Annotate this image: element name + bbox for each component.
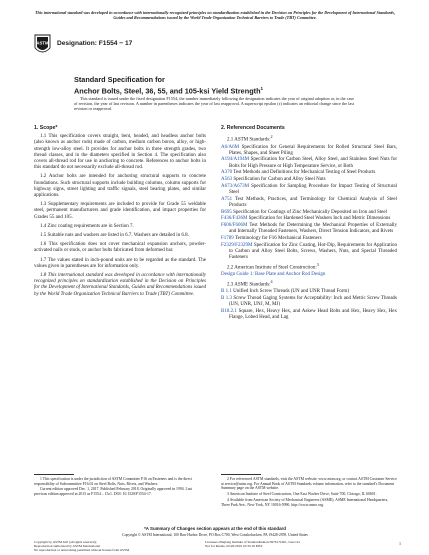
title-line-2: [74, 84, 364, 95]
astm-reference-item: [221, 184, 397, 196]
scope-para-1-1: 1.1 This specification covers straight, bent, headed, and headless anchor bolts (also known as anchor rods) made of carbon, medium carbon boron, alloy, or high-strength low-alloy steel. It provides for anchor bolts in three strength grades, two thread classes, and in the diameters specified in Section 4. The specification also covers all-thread rod for use in anchoring to concrete. References to anchor bolts in this standard do not necessarily exclude all-thread rod.: [34, 134, 206, 171]
footnote-2: 2 For referenced ASTM standards, visit the ASTM website, www.astm.org, or contact ASTM Customer Service at service@astm.org. For Annual Book of ASTM Standards volume information, refer to the standard's Document Summary page on the ASTM website.: [221, 477, 397, 491]
title-text: Anchor Bolts, Steel, 36, 55, and 105-ksi Yield Strength: [74, 86, 261, 96]
astm-reference-title: Specification for Hardened Steel Washers Inch and Metric Dimensions: [247, 216, 391, 222]
summary-of-changes-notice: *A Summary of Changes section appears at the end of this standard: [144, 526, 286, 531]
astm-reference-item: [221, 197, 397, 209]
astm-reference-item: [221, 216, 397, 222]
astm-reference-title: Test Methods for Determining the Mechanical Properties of Externally and Internally Threaded Fasteners, Washers, Direct Tension Indicators, and Rivets: [229, 223, 397, 235]
footnotes-left: [34, 477, 206, 498]
standards-notice: This international standard was developed in accordance with internationally recognized principles on standardization established in the Decision on Principles for the Development of International Standards, Guides and Recommendations issued by the World Trade Organization Technical Barriers to Trade (TBT) Committee.: [34, 10, 396, 21]
page-number: 1: [399, 541, 401, 546]
scope-para-1-3: 1.3 Supplementary requirements are included to provide for Grade 55 weldable steel, permanent manufacturers and grade identification, and impact properties for Grades 55 and 105.: [34, 202, 206, 220]
asme-reference-title: Unified Inch Screw Threads (UN and UNR Thread Form): [231, 289, 349, 295]
asme-reference-list: [221, 289, 397, 321]
astm-reference-code-link[interactable]: A194/A194M: [221, 157, 250, 163]
footnote-4: 4 Available from American Society of Mechanical Engineers (ASME), ASME International Headquarters, Three Park Ave., New York, NY 10016-5990, http://www.asme.org.: [221, 497, 389, 507]
asme-label: 2.3 ASME Standards:: [227, 282, 271, 288]
scope-para-1-2: 1.2 Anchor bolts are intended for anchoring structural supports to concrete foundations. Such structural supports include building columns, column supports for highway signs, street lighting and traffic signals, steel bearing plates, and similar applications.: [34, 174, 206, 199]
astm-reference-item: [221, 243, 397, 262]
astm-reference-title: Specification for Coatings of Zinc Mechanically Deposited on Iron and Steel: [231, 209, 387, 215]
aisc-reference-link[interactable]: Design Guide 1: Base Plate and Anchor Rod Design: [221, 272, 326, 278]
licensee-info: Licensee=Zhejiang Institute of Standardization/5976171001, User=xx Not for Resale, 02/20/2019 10:33:16 MST: [205, 540, 301, 548]
asme-intro: [221, 279, 397, 289]
astm-reference-title: Specification for Zinc Coating, Hot-Dip, Requirements for Application to Carbon and Alloy Steel Bolts, Screws, Washers, Nuts, and Special Threaded Fasteners: [229, 242, 397, 261]
astm-reference-title: Terminology for F16 Mechanical Fasteners: [233, 235, 322, 241]
asme-footnote-marker: 4: [270, 278, 273, 284]
scope-para-1-6: 1.6 This specification does not cover mechanical expansion anchors, powder-activated nails or studs, or anchor bolts fabricated from deformed bar.: [34, 242, 206, 254]
license-notice: Copyright by ASTM Int'l (all rights reserved); Reproduction authorized by ASTM International No reproduction or networking permitted without license from ASTM: [34, 540, 130, 552]
astm-standards-intro: [221, 134, 397, 144]
astm-reference-title: Test Methods and Definitions for Mechanical Testing of Steel Products: [232, 170, 376, 176]
asme-reference-title: Screw Thread Gaging Systems for Acceptability: Inch and Metric Screw Threads (UN, UNR, UNJ, M, MJ): [229, 295, 397, 308]
astm-footnote-marker: 2: [270, 134, 273, 140]
scope-heading: 1. Scope*: [34, 125, 58, 131]
aisc-label: 2.2 American Institute of Steel Construction:: [227, 265, 317, 271]
astm-reference-code-link[interactable]: B695: [221, 209, 232, 215]
aisc-intro: [221, 262, 397, 272]
scope-para-1-5: 1.5 Suitable nuts and washers are listed in 6.7. Washers are detailed in 6.8.: [40, 233, 189, 239]
astm-reference-code-link[interactable]: A563: [221, 177, 233, 183]
footnote-1: 1 This specification is under the jurisdiction of ASTM Committee F16 on Fasteners and is the direct responsibility of Subcommittee F16.02 on Steel Bolts, Nuts, Rivets, and Washers.: [34, 477, 192, 486]
astm-reference-item: [221, 236, 397, 242]
astm-reference-title: Specification for Carbon and Alloy Steel Nuts: [232, 177, 326, 183]
footnote-edition: Current edition approved Dec. 1, 2017. Published February 2018. Originally approved in 1994. Last previous edition approved in 2015 as F1554 – 15ε1. DOI: 10.1520/F1554-17.: [34, 487, 193, 497]
footnote-rule-left: [34, 474, 74, 475]
footnotes-right: [221, 477, 397, 508]
astm-reference-item: [221, 170, 397, 176]
asme-reference-item: [221, 296, 397, 308]
right-column: [221, 125, 397, 322]
astm-reference-code-link[interactable]: A6/A6M: [221, 144, 240, 150]
asme-reference-code-link[interactable]: B 1.1: [221, 289, 232, 295]
title-line-1: Standard Specification for: [74, 75, 165, 84]
astm-reference-list: [221, 145, 397, 262]
designation: Designation: F1554 − 17: [57, 40, 133, 47]
astm-reference-code-link[interactable]: F1789: [221, 235, 234, 241]
astm-standards-label: 2.1 ASTM Standards:: [227, 137, 271, 143]
astm-reference-code-link[interactable]: F436/F436M: [221, 216, 248, 222]
astm-reference-code-link[interactable]: F606/F606M: [221, 223, 248, 228]
astm-reference-title: Test Methods, Practices, and Terminology for Chemical Analysis of Steel Products: [229, 196, 397, 208]
astm-reference-code-link[interactable]: A370: [221, 170, 233, 176]
astm-reference-title: Specification for Carbon Steel, Alloy Steel, and Stainless Steel Nuts for Bolts for High Pressure or High Temperature Service, or Both: [229, 157, 397, 169]
asme-reference-item: [221, 309, 397, 321]
astm-logo-icon: [34, 34, 51, 56]
aisc-footnote-marker: 3: [316, 261, 319, 267]
asme-reference-item: [221, 289, 397, 295]
title-footnote-marker: 1: [260, 86, 264, 91]
scope-para-1-7: 1.7 The values stated in inch-pound units are to be regarded as the standard. The values given in parentheses are for information only.: [34, 257, 206, 269]
left-column: [34, 125, 206, 301]
asme-reference-code-link[interactable]: B 1.3: [221, 295, 232, 301]
footnote-3: 3 American Institute of Steel Construction, One East Wacker Drive, Suite 700, Chicago, IL 60601.: [227, 492, 377, 497]
astm-reference-code-link[interactable]: A673/A673M: [221, 183, 250, 189]
svg-text:ASTM: ASTM: [36, 40, 49, 46]
astm-reference-code-link[interactable]: F2329/F2329M: [221, 242, 253, 248]
references-heading: 2. Referenced Documents: [221, 125, 285, 131]
asme-reference-title: Square, Hex, Heavy Hex, and Askew Head Bolts and Hex, Heavy Hex, Hex Flange, Lobed Head, and Lag: [229, 308, 397, 320]
footnote-rule-right: [221, 474, 261, 475]
copyright-line: Copyright © ASTM International, 100 Barr Harbor Drive, PO Box C700, West Conshohocken, PA 19428-2959. United States: [122, 533, 308, 537]
astm-reference-item: [221, 157, 397, 169]
scope-para-1-8: 1.8 This international standard was developed in accordance with internationally recognized principles on standardization established in the Decision on Principles for the Development of International Standards, Guides and Recommendations issued by the World Trade Organization Technical Barriers to Trade (TBT) Committee.: [34, 273, 207, 297]
astm-reference-item: [221, 210, 397, 216]
astm-reference-code-link[interactable]: A751: [221, 196, 233, 202]
asme-reference-code-link[interactable]: B18.2.1: [221, 308, 237, 314]
scope-para-1-4: 1.4 Zinc coating requirements are in Section 7.: [40, 223, 134, 229]
astm-reference-item: [221, 223, 397, 235]
issuance-note: This standard is issued under the fixed designation F1554; the number immediately following the designation indicates the year of original adoption or, in the case of revision, the year of last revision. A number in parentheses indicates the year of last reapproval. A superscript epsilon (ε) indicates an editorial change since the last revision or reapproval.: [74, 96, 354, 112]
astm-reference-title: Specification for General Requirements for Rolled Structural Steel Bars, Plates, Shapes, and Sheet Piling: [229, 144, 397, 156]
astm-reference-item: [221, 145, 397, 157]
page-title: [74, 75, 364, 95]
astm-reference-title: Specification for Sampling Procedure for Impact Testing of Structural Steel: [229, 183, 397, 195]
astm-reference-item: [221, 177, 397, 183]
